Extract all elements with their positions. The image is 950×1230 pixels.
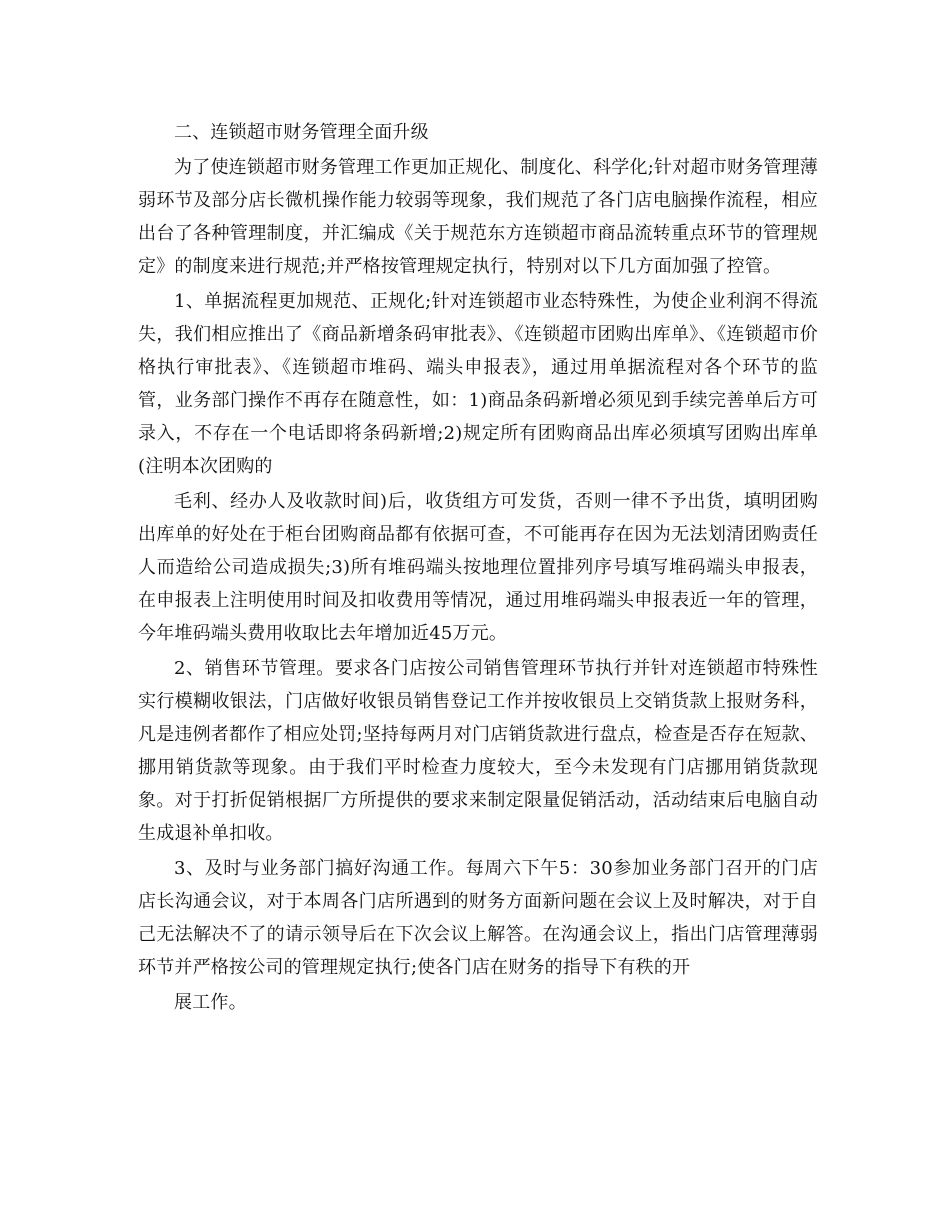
paragraph-item-3-continued: 展工作。 [174, 992, 247, 1013]
paragraph-intro: 为了使连锁超市财务管理工作更加正规化、制度化、科学化;针对超市财务管理薄弱环节及部分店长微机操作能力较弱等现象，我们规范了各门店电脑操作流程，相应出台了各种管理制度，并汇编成《关于规范东方连锁超市商品流转重点环节的管理规定》的制度来进行规范;并严格按管理规定执行，特别对以下几方面加强了控管。 [138, 157, 818, 277]
document-body [138, 116, 818, 1021]
paragraph-item-3: 3、及时与业务部门搞好沟通工作。每周六下午5：30参加业务部门召开的门店店长沟通会议，对于本周各门店所遇到的财务方面新问题在会议上及时解决，对于自己无法解决不了的请示领导后在下次会议上解答。在沟通会议上，指出门店管理薄弱环节并严格按公司的管理规定执行;使各门店在财务的指导下有秩的开 [138, 858, 818, 978]
section-heading: 二、连锁超市财务管理全面升级 [174, 122, 429, 143]
paragraph-item-1: 1、单据流程更加规范、正规化;针对连锁超市业态特殊性，为使企业利润不得流失，我们相应推出了《商品新增条码审批表》、《连锁超市团购出库单》、《连锁超市价格执行审批表》、《连锁超市堆码、端头申报表》，通过用单据流程对各个环节的监管，业务部门操作不再存在随意性，如：1)商品条码新增必须见到手续完善单后方可录入，不存在一个电话即将条码新增;2)规定所有团购商品出库必须填写团购出库单(注明本次团购的 [138, 291, 818, 477]
paragraph-item-1-continued: 毛利、经办人及收款时间)后，收货组方可发货，否则一律不予出货，填明团购出库单的好处在于柜台团购商品都有依据可查，不可能再存在因为无法划清团购责任人而造给公司造成损失;3)所有堆码端头按地理位置排列序号填写堆码端头申报表，在申报表上注明使用时间及扣收费用等情况，通过用堆码端头申报表近一年的管理，今年堆码端头费用收取比去年增加近45万元。 [138, 491, 818, 644]
paragraph-item-2: 2、销售环节管理。要求各门店按公司销售管理环节执行并针对连锁超市特殊性实行模糊收银法，门店做好收银员销售登记工作并按收银员上交销货款上报财务科，凡是违例者都作了相应处罚;坚持每两月对门店销货款进行盘点，检查是否存在短款、挪用销货款等现象。由于我们平时检查力度较大，至今未发现有门店挪用销货款现象。对于打折促销根据厂方所提供的要求来制定限量促销活动，活动结束后电脑自动生成退补单扣收。 [138, 658, 818, 844]
